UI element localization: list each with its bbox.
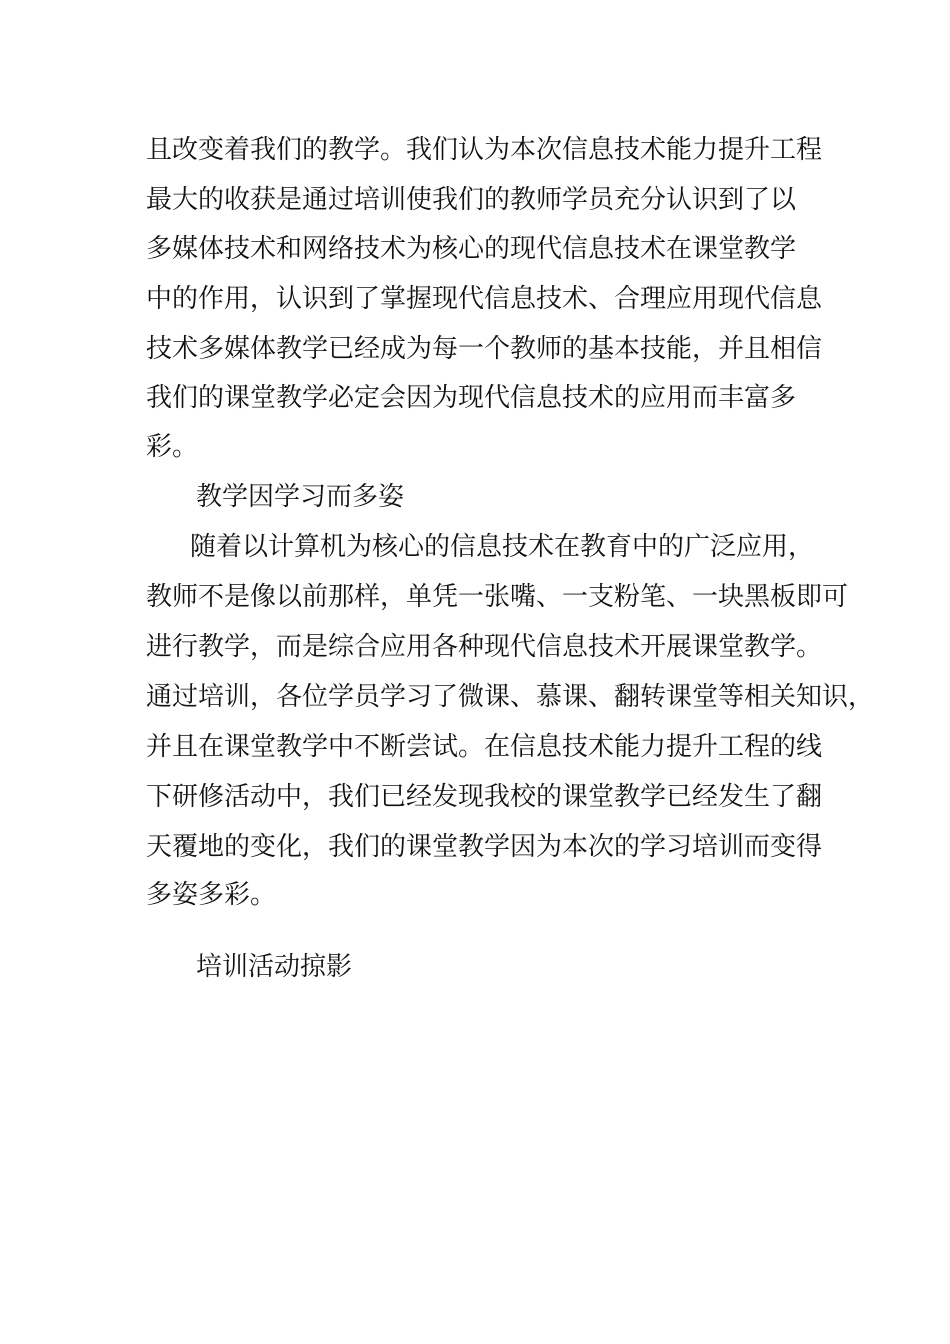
paragraph-1-line-7: 彩。 <box>146 432 199 462</box>
paragraph-2-line-5: 并且在课堂教学中不断尝试。在信息技术能力提升工程的线 <box>146 732 823 762</box>
paragraph-1-line-1: 且改变着我们的教学。我们认为本次信息技术能力提升工程 <box>146 135 823 165</box>
paragraph-2-line-4: 通过培训，各位学员学习了微课、慕课、翻转课堂等相关知识， <box>146 682 875 712</box>
paragraph-1-line-2: 最大的收获是通过培训使我们的教师学员充分认识到了以 <box>146 185 797 215</box>
paragraph-2-line-3: 进行教学，而是综合应用各种现代信息技术开展课堂教学。 <box>146 632 823 662</box>
section-heading-teaching: 教学因学习而多姿 <box>196 482 405 512</box>
paragraph-2-line-2: 教师不是像以前那样，单凭一张嘴、一支粉笔、一块黑板即可 <box>146 582 849 612</box>
paragraph-2-line-7: 天覆地的变化，我们的课堂教学因为本次的学习培训而变得 <box>146 832 823 862</box>
paragraph-2-line-1: 随着以计算机为核心的信息技术在教育中的广泛应用， <box>190 532 815 562</box>
paragraph-1-line-3: 多媒体技术和网络技术为核心的现代信息技术在课堂教学 <box>146 234 797 264</box>
paragraph-1-line-5: 技术多媒体教学已经成为每一个教师的基本技能，并且相信 <box>146 334 823 364</box>
paragraph-2-line-8: 多姿多彩。 <box>146 880 277 910</box>
paragraph-1-line-4: 中的作用，认识到了掌握现代信息技术、合理应用现代信息 <box>146 284 823 314</box>
paragraph-1-line-6: 我们的课堂教学必定会因为现代信息技术的应用而丰富多 <box>146 383 797 413</box>
section-heading-activities: 培训活动掠影 <box>196 952 353 982</box>
paragraph-2-line-6: 下研修活动中，我们已经发现我校的课堂教学已经发生了翻 <box>146 782 823 812</box>
